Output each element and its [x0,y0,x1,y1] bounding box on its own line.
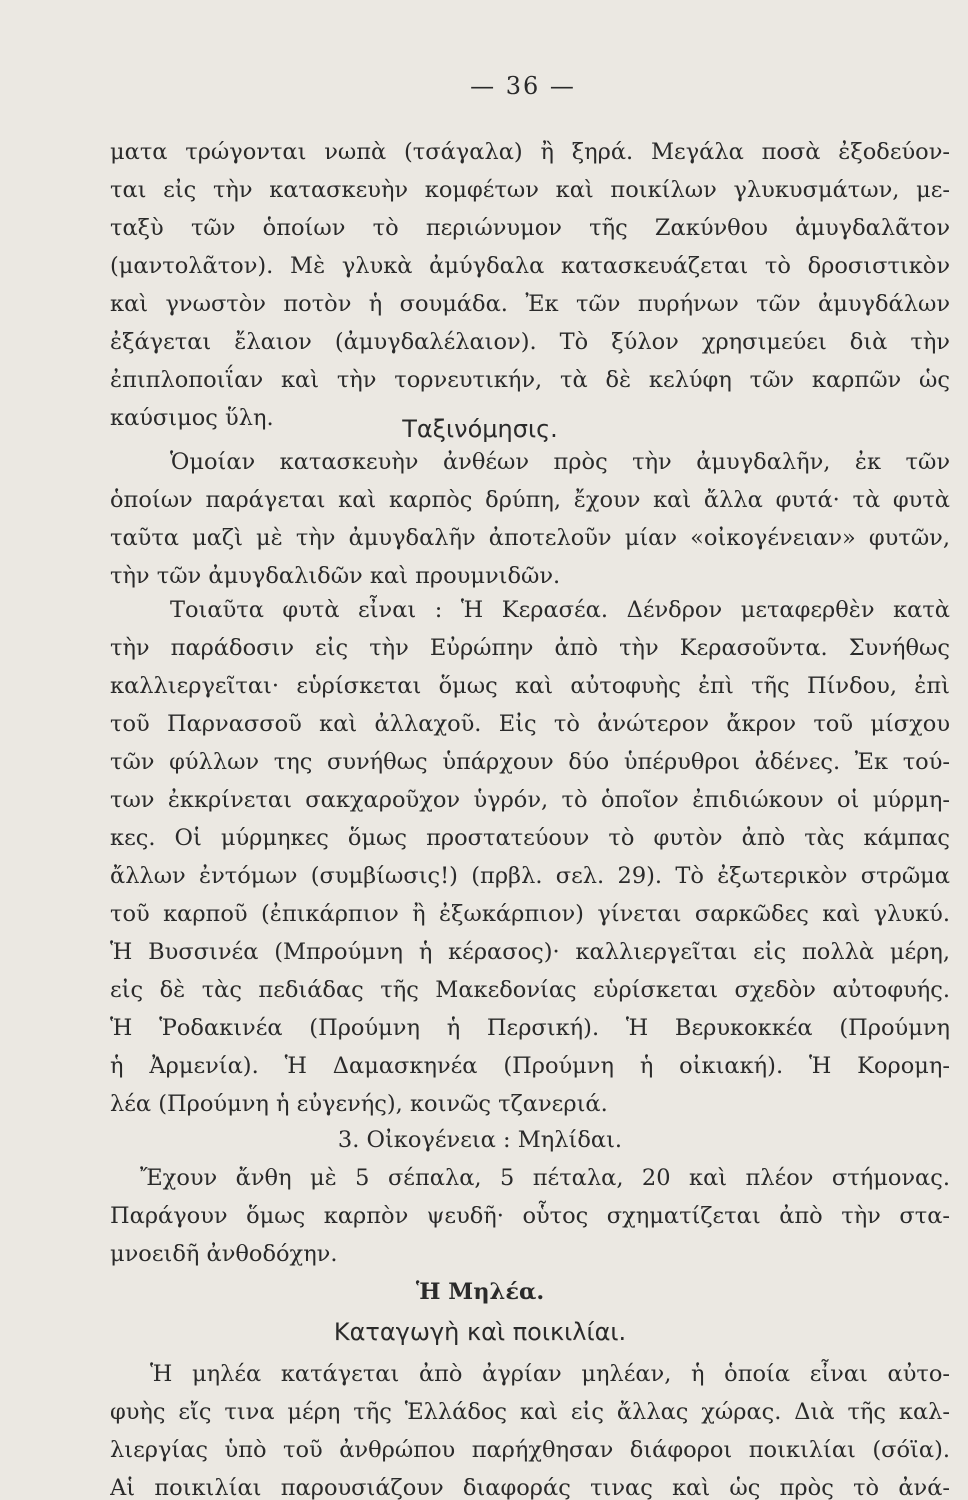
text-line: τοῦ καρποῦ (ἐπικάρπιον ἢ ἐξωκάρπιον) γίνεται σαρκῶδες καὶ γλυκύ. [110,901,950,927]
text-line: Ἡ Ῥοδακινέα (Προύμνη ἡ Περσική). Ἡ Βερυκοκκέα (Προύμνη [110,1015,950,1041]
text-line: Ἡ Βυσσινέα (Μπρούμνη ἡ κέρασος)· καλλιεργεῖται εἰς πολλὰ μέρη, [110,939,950,965]
text-line: Αἱ ποικιλίαι παρουσιάζουν διαφοράς τινας καὶ ὡς πρὸς τὸ ἀνά- [110,1475,950,1500]
text-line: εἰς δὲ τὰς πεδιάδας τῆς Μακεδονίας εὑρίσκεται σχεδὸν αὐτοφυής. [110,977,950,1003]
text-line: καὶ γνωστὸν ποτὸν ἡ σουμάδα. Ἐκ τῶν πυρήνων τῶν ἀμυγδάλων [110,291,950,317]
text-line: φυὴς εἴς τινα μέρη τῆς Ἑλλάδος καὶ εἰς ἄλλας χώρας. Διὰ τῆς καλ- [110,1399,950,1425]
text-line: τὴν παράδοσιν εἰς τὴν Εὐρώπην ἀπὸ τὴν Κερασοῦντα. Συνήθως [110,635,950,661]
text-line: κες. Οἱ μύρμηκες ὅμως προστατεύουν τὸ φυτὸν ἀπὸ τὰς κάμπας [110,825,950,851]
text-line: λέα (Προύμνη ἡ εὐγενής), κοινῶς τζανεριά. [110,1091,608,1117]
subsection-subheading: Καταγωγὴ καὶ ποικιλίαι. [333,1318,627,1346]
text-line: τὴν τῶν ἀμυγδαλιδῶν καὶ προυμνιδῶν. [110,563,561,589]
text-line: ται εἰς τὴν κατασκευὴν κομφέτων καὶ ποικίλων γλυκυσμάτων, με- [110,177,950,203]
subsection-heading: Ἡ Μηλέα. [415,1279,545,1305]
text-line: Ἔχουν ἄνθη μὲ 5 σέπαλα, 5 πέταλα, 20 καὶ πλέον στήμονας. [140,1165,950,1191]
section-heading: Ταξινόμησις. [402,415,558,443]
text-line: τῶν φύλλων της συνήθως ὑπάρχουν δύο ὑπέρυθροι ἀδένες. Ἐκ τού- [110,749,950,775]
text-line: καύσιμος ὕλη. [110,405,274,431]
text-line: ὁποίων παράγεται καὶ καρπὸς δρύπη, ἔχουν καὶ ἄλλα φυτά· τὰ φυτὰ [110,487,950,513]
text-line: Ἡ μηλέα κατάγεται ἀπὸ ἀγρίαν μηλέαν, ἡ ὁποία εἶναι αὐτο- [150,1361,950,1387]
text-line: ἐπιπλοποιΐαν καὶ τὴν τορνευτικήν, τὰ δὲ κελύφη τῶν καρπῶν ὡς [110,367,950,393]
text-line: ταῦτα μαζὶ μὲ τὴν ἀμυγδαλῆν ἀποτελοῦν μίαν «οἰκογένειαν» φυτῶν, [110,525,950,551]
text-line: ἄλλων ἐντόμων (συμβίωσις!) (πρβλ. σελ. 29). Τὸ ἐξωτερικὸν στρῶμα [110,863,950,889]
page-number: — 36 — [470,72,576,100]
text-line: ἡ Ἀρμενία). Ἡ Δαμασκηνέα (Προύμνη ἡ οἰκιακή). Ἡ Κορομη- [110,1053,950,1079]
text-line: (μαντολᾶτον). Μὲ γλυκὰ ἀμύγδαλα κατασκευάζεται τὸ δροσιστικὸν [110,253,950,279]
text-line: των ἐκκρίνεται σακχαροῦχον ὑγρόν, τὸ ὁποῖον ἐπιδιώκουν οἱ μύρμη- [110,787,950,813]
text-line: τοῦ Παρνασσοῦ καὶ ἀλλαχοῦ. Εἰς τὸ ἀνώτερον ἄκρον τοῦ μίσχου [110,711,950,737]
text-line: λιεργίας ὑπὸ τοῦ ἀνθρώπου παρήχθησαν διάφοροι ποικιλίαι (σόϊα). [110,1437,950,1463]
text-line: Ὁμοίαν κατασκευὴν ἀνθέων πρὸς τὴν ἀμυγδαλῆν, ἐκ τῶν [170,449,950,475]
text-line: ματα τρώγονται νωπὰ (τσάγαλα) ἢ ξηρά. Μεγάλα ποσὰ ἐξοδεύον- [110,139,950,165]
text-line: Παράγουν ὅμως καρπὸν ψευδῆ· οὗτος σχηματίζεται ἀπὸ τὴν στα- [110,1203,950,1229]
text-line: ταξὺ τῶν ὁποίων τὸ περιώνυμον τῆς Ζακύνθου ἀμυγδαλᾶτον [110,215,950,241]
text-line: καλλιεργεῖται· εὑρίσκεται ὅμως καὶ αὐτοφυὴς ἐπὶ τῆς Πίνδου, ἐπὶ [110,673,950,699]
text-line: μνοειδῆ ἀνθοδόχην. [110,1241,338,1267]
family-heading: 3. Οἰκογένεια : Μηλίδαι. [337,1127,623,1153]
text-line: ἐξάγεται ἔλαιον (ἀμυγδαλέλαιον). Τὸ ξύλον χρησιμεύει διὰ τὴν [110,329,950,355]
text-line: Τοιαῦτα φυτὰ εἶναι : Ἡ Κερασέα. Δένδρον μεταφερθὲν κατὰ [170,597,950,623]
